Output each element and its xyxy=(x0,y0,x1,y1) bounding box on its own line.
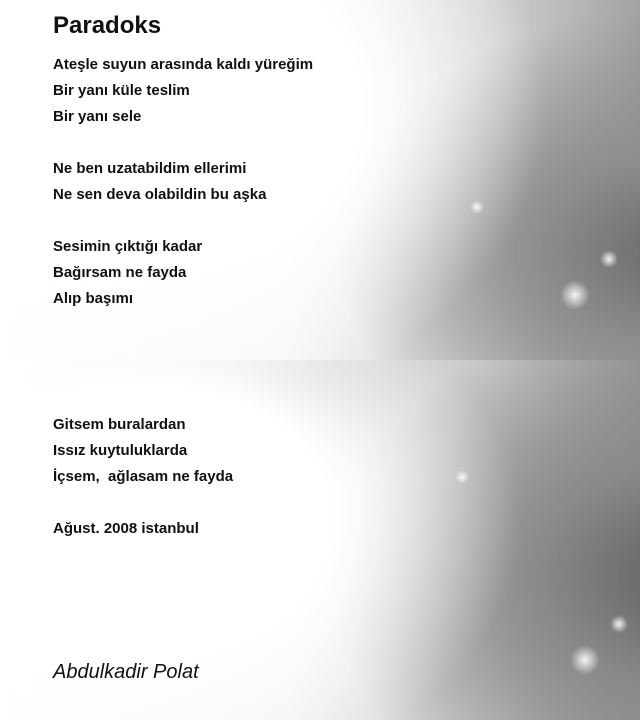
poem-line: Issız kuytuluklarda xyxy=(53,442,188,459)
poem-line: Bir yanı küle teslim xyxy=(53,82,190,99)
poem-line: Ateşle suyun arasında kaldı yüreğim xyxy=(53,56,314,73)
poem-line: Ne ben uzatabildim ellerimi xyxy=(53,160,247,177)
poem-line: Bir yanı sele xyxy=(53,108,142,125)
poem-title: Paradoks xyxy=(53,12,162,39)
sparkle-decoration xyxy=(455,470,469,484)
poem-panel-bottom xyxy=(0,360,640,720)
sparkle-decoration xyxy=(570,645,600,675)
sparkle-decoration xyxy=(610,615,628,633)
poem-date: Ağust. 2008 istanbul xyxy=(53,520,199,537)
poem-line: İçsem, ağlasam ne fayda xyxy=(53,468,234,485)
sparkle-decoration xyxy=(470,200,484,214)
poem-line: Alıp başımı xyxy=(53,290,134,307)
poem-line: Gitsem buralardan xyxy=(53,416,186,433)
sparkle-decoration xyxy=(600,250,618,268)
poem-line: Bağırsam ne fayda xyxy=(53,264,187,281)
poem-line: Sesimin çıktığı kadar xyxy=(53,238,203,255)
poem-author: Abdulkadir Polat xyxy=(53,661,199,683)
poem-line: Ne sen deva olabildin bu aşka xyxy=(53,186,267,203)
sparkle-decoration xyxy=(560,280,590,310)
